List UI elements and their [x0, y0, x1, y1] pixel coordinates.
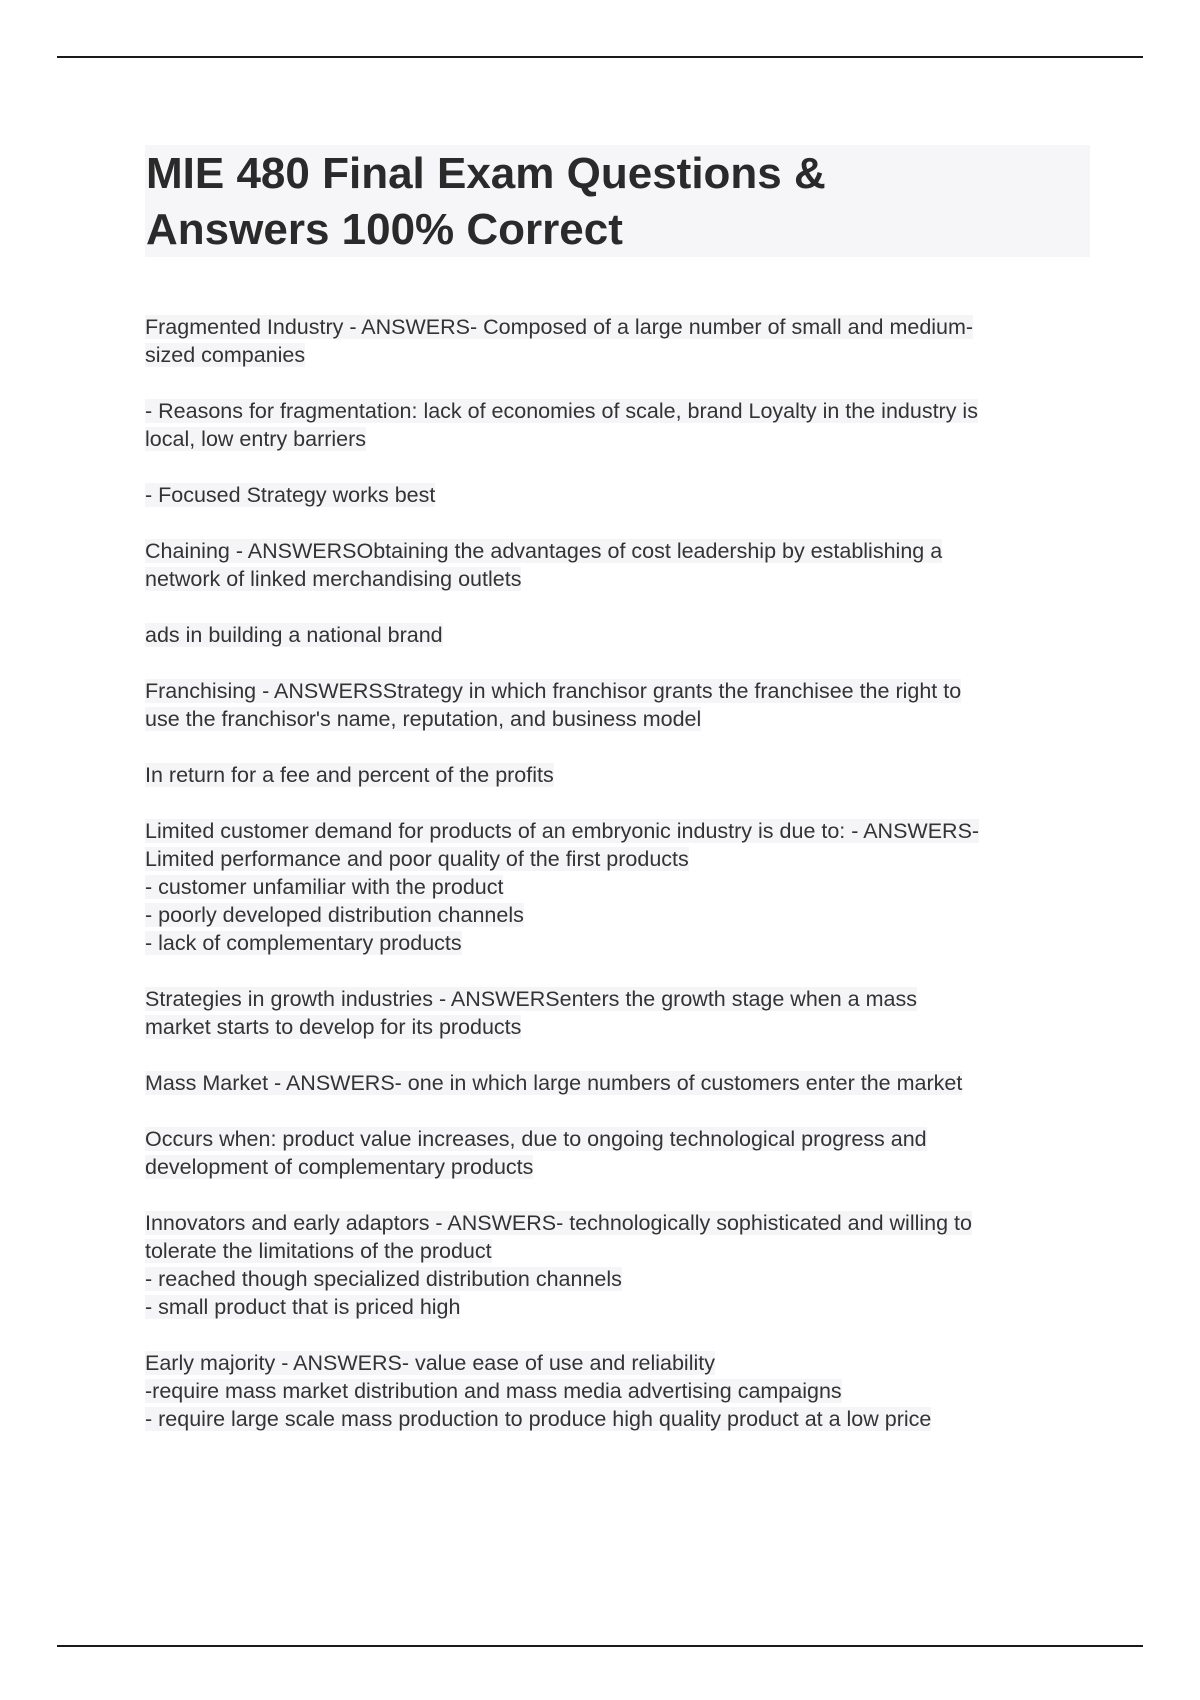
text-line: - reached though specialized distribution channels	[145, 1267, 622, 1291]
line-wrapper	[145, 929, 1105, 957]
text-line: Franchising - ANSWERSStrategy in which franchisor grants the franchisee the right to	[145, 679, 962, 703]
text-line: - lack of complementary products	[145, 931, 462, 955]
line-wrapper	[145, 873, 1105, 901]
qa-paragraph	[145, 1069, 1105, 1097]
line-wrapper	[145, 1377, 1105, 1405]
line-wrapper	[145, 1069, 1105, 1097]
line-wrapper	[145, 817, 1105, 845]
line-wrapper	[145, 537, 1105, 565]
line-wrapper	[145, 1209, 1105, 1237]
text-line: Limited performance and poor quality of the first products	[145, 847, 689, 871]
title-line: MIE 480 Final Exam Questions &	[146, 149, 826, 198]
qa-paragraph	[145, 1209, 1105, 1321]
text-line: Limited customer demand for products of an embryonic industry is due to: - ANSWERS-	[145, 819, 980, 843]
qa-paragraph	[145, 761, 1105, 789]
title-line: Answers 100% Correct	[146, 205, 623, 254]
line-wrapper	[145, 677, 1105, 705]
line-wrapper	[145, 985, 1105, 1013]
line-wrapper	[145, 425, 1105, 453]
line-wrapper	[145, 1013, 1105, 1041]
text-line: - customer unfamiliar with the product	[145, 875, 504, 899]
line-wrapper	[145, 845, 1105, 873]
line-wrapper	[145, 341, 1105, 369]
text-line: - require large scale mass production to produce high quality product at a low price	[145, 1407, 932, 1431]
line-wrapper	[145, 1405, 1105, 1433]
line-wrapper	[145, 761, 1105, 789]
text-line: development of complementary products	[145, 1155, 534, 1179]
text-line: -require mass market distribution and mass media advertising campaigns	[145, 1379, 842, 1403]
line-wrapper	[145, 705, 1105, 733]
qa-paragraph	[145, 537, 1105, 593]
qa-paragraph	[145, 313, 1105, 369]
bottom-rule	[57, 1645, 1143, 1647]
text-line: - poorly developed distribution channels	[145, 903, 524, 927]
qa-paragraph	[145, 397, 1105, 453]
line-wrapper	[145, 1237, 1105, 1265]
document-body	[145, 313, 1105, 1461]
text-line: - Reasons for fragmentation: lack of economies of scale, brand Loyalty in the industry is	[145, 399, 978, 423]
text-line: - small product that is priced high	[145, 1295, 461, 1319]
qa-paragraph	[145, 481, 1105, 509]
line-wrapper	[145, 1293, 1105, 1321]
top-rule	[57, 56, 1143, 58]
text-line: ads in building a national brand	[145, 623, 443, 647]
text-line: network of linked merchandising outlets	[145, 567, 522, 591]
line-wrapper	[145, 1349, 1105, 1377]
line-wrapper	[145, 313, 1105, 341]
text-line: sized companies	[145, 343, 306, 367]
text-line: Innovators and early adaptors - ANSWERS- technologically sophisticated and willing to	[145, 1211, 972, 1235]
qa-paragraph	[145, 677, 1105, 733]
line-wrapper	[145, 1265, 1105, 1293]
text-line: Occurs when: product value increases, due to ongoing technological progress and	[145, 1127, 927, 1151]
line-wrapper	[145, 1153, 1105, 1181]
text-line: Early majority - ANSWERS- value ease of use and reliability	[145, 1351, 715, 1375]
qa-paragraph	[145, 985, 1105, 1041]
text-line: market starts to develop for its products	[145, 1015, 522, 1039]
qa-paragraph	[145, 621, 1105, 649]
document-title	[146, 146, 1046, 258]
text-line: Strategies in growth industries - ANSWERSenters the growth stage when a mass	[145, 987, 917, 1011]
line-wrapper	[145, 621, 1105, 649]
line-wrapper	[145, 397, 1105, 425]
text-line: - Focused Strategy works best	[145, 483, 436, 507]
qa-paragraph	[145, 1125, 1105, 1181]
line-wrapper	[145, 565, 1105, 593]
text-line: tolerate the limitations of the product	[145, 1239, 492, 1263]
text-line: In return for a fee and percent of the profits	[145, 763, 554, 787]
text-line: use the franchisor's name, reputation, and business model	[145, 707, 702, 731]
text-line: Mass Market - ANSWERS- one in which large numbers of customers enter the market	[145, 1071, 963, 1095]
text-line: Chaining - ANSWERSObtaining the advantages of cost leadership by establishing a	[145, 539, 943, 563]
qa-paragraph	[145, 1349, 1105, 1433]
text-line: Fragmented Industry - ANSWERS- Composed of a large number of small and medium-	[145, 315, 974, 339]
line-wrapper	[145, 1125, 1105, 1153]
text-line: local, low entry barriers	[145, 427, 367, 451]
line-wrapper	[145, 901, 1105, 929]
line-wrapper	[145, 481, 1105, 509]
qa-paragraph	[145, 817, 1105, 957]
